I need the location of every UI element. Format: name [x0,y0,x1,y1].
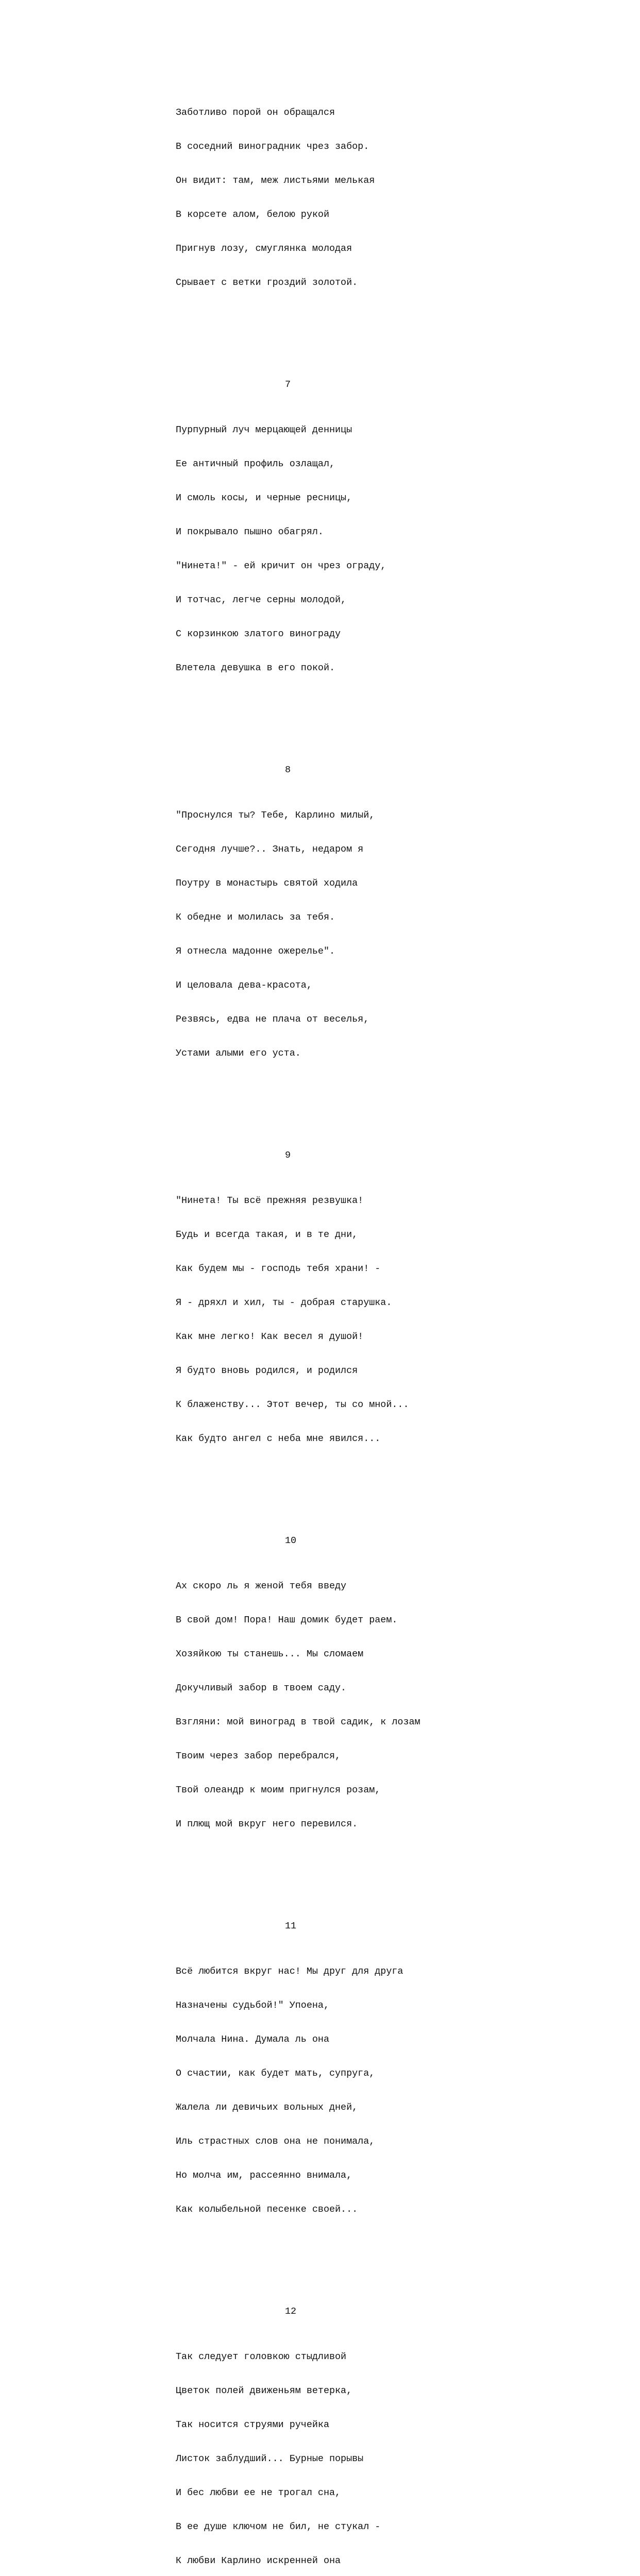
poem-line: О счастии, как будет мать, супруга, [176,2068,375,2079]
poem-line: С корзинкою златого винограду [176,629,341,639]
poem-line: Молчала Нина. Думала ль она [176,2034,329,2045]
poem-line: Я - дряхл и хил, ты - добрая старушка. [176,1297,392,1308]
poem-line: Пурпурный луч мерцающей денницы [176,425,352,435]
poem-line: Взгляни: мой виноград в твой садик, к лозам [176,1717,420,1727]
poem-line: "Проснулся ты? Тебе, Карлино милый, [176,810,375,821]
stanza-8 [176,731,609,1082]
poem-line: Как мне легко! Как весел я душой! [176,1331,364,1342]
poem-line: Он видит: там, меж листьями мелькая [176,175,375,186]
poem-line: И бес любви ее не трогал сна, [176,2487,341,2498]
poem-line: Ее античный профиль озлащал, [176,459,335,469]
poem-line: Так следует головкою стыдливой [176,2351,347,2362]
poem-line: Докучливый забор в твоем саду. [176,1683,347,1693]
poem-line: Срывает с ветки гроздий золотой. [176,277,358,288]
poem-line: Пригнув лозу, смуглянка молодая [176,243,352,254]
poem-line: Всё любится вкруг нас! Мы друг для друга [176,1966,403,1977]
poem-line: Я будто вновь родился, и родился [176,1365,358,1376]
poem-line: Ах скоро ль я женой тебя введу [176,1581,347,1591]
poem-line: И смоль косы, и черные ресницы, [176,493,352,503]
stanza-9 [176,1116,609,1467]
stanza-number: 11 [285,1921,297,1931]
stanza-10 [176,1501,609,1853]
poem-line: "Нинета! Ты всё прежняя резвушка! [176,1195,364,1206]
poem-line: К обедне и молилась за тебя. [176,912,335,923]
poem-line: Цветок полей движеньям ветерка, [176,2385,352,2396]
poem-line: Устами алыми его уста. [176,1048,301,1059]
poem-line: Твоим через забор перебрался, [176,1751,341,1761]
poem-line: Влетела девушка в его покой. [176,663,335,673]
stanza-12 [176,2272,609,2576]
poem-line: Заботливо порой он обращался [176,107,335,118]
poem-line: Как будем мы - господь тебя храни! - [176,1263,381,1274]
stanza-number: 9 [285,1150,291,1161]
poem-line: Будь и всегда такая, и в те дни, [176,1229,358,1240]
poem-line: Назначены судьбой!" Упоена, [176,2000,329,2011]
stanza-7 [176,345,609,697]
poem-line: Так носится струями ручейка [176,2419,329,2430]
stanza-6-continued [176,84,609,311]
poem-line: Как будто ангел с неба мне явился... [176,1433,381,1444]
poem-line: Я отнесла мадонне ожерелье". [176,946,335,957]
poem-line: В ее душе ключом не бил, не стукал - [176,2521,381,2532]
poem-line: В свой дом! Пора! Наш домик будет раем. [176,1615,398,1625]
poem-line: "Нинета!" - ей кричит он чрез ограду, [176,561,386,571]
poem-line: И целовала дева-красота, [176,980,312,991]
poem-line: Хозяйкою ты станешь... Мы сломаем [176,1649,364,1659]
poem-text [176,50,609,2576]
stanza-number: 12 [285,2306,297,2317]
poem-line: Листок заблудший... Бурные порывы [176,2453,364,2464]
poem-line: Резвясь, едва не плача от веселья, [176,1014,369,1025]
poem-line: И покрывало пышно обагрял. [176,527,324,537]
poem-line: Но молча им, рассеянно внимала, [176,2170,352,2181]
poem-line: К любви Карлино искренней она [176,2555,341,2566]
stanza-11 [176,1887,609,2238]
stanza-number: 7 [285,379,291,390]
poem-line: Сегодня лучше?.. Знать, недаром я [176,844,364,855]
poem-line: Как колыбельной песенке своей... [176,2204,358,2215]
stanza-number: 8 [285,765,291,775]
poem-line: Твой олеандр к моим пригнулся розам, [176,1785,381,1795]
poem-line: Поутру в монастырь святой ходила [176,878,358,889]
poem-line: В корсете алом, белою рукой [176,209,329,220]
poem-line: Жалела ли девичьих вольных дней, [176,2102,358,2113]
poem-line: К блаженству... Этот вечер, ты со мной... [176,1399,409,1410]
poem-line: Иль страстных слов она не понимала, [176,2136,375,2147]
poem-line: И тотчас, легче серны молодой, [176,595,347,605]
poem-line: И плющ мой вкруг него перевился. [176,1819,358,1829]
stanza-number: 10 [285,1535,297,1546]
poem-line: В соседний виноградник чрез забор. [176,141,369,152]
